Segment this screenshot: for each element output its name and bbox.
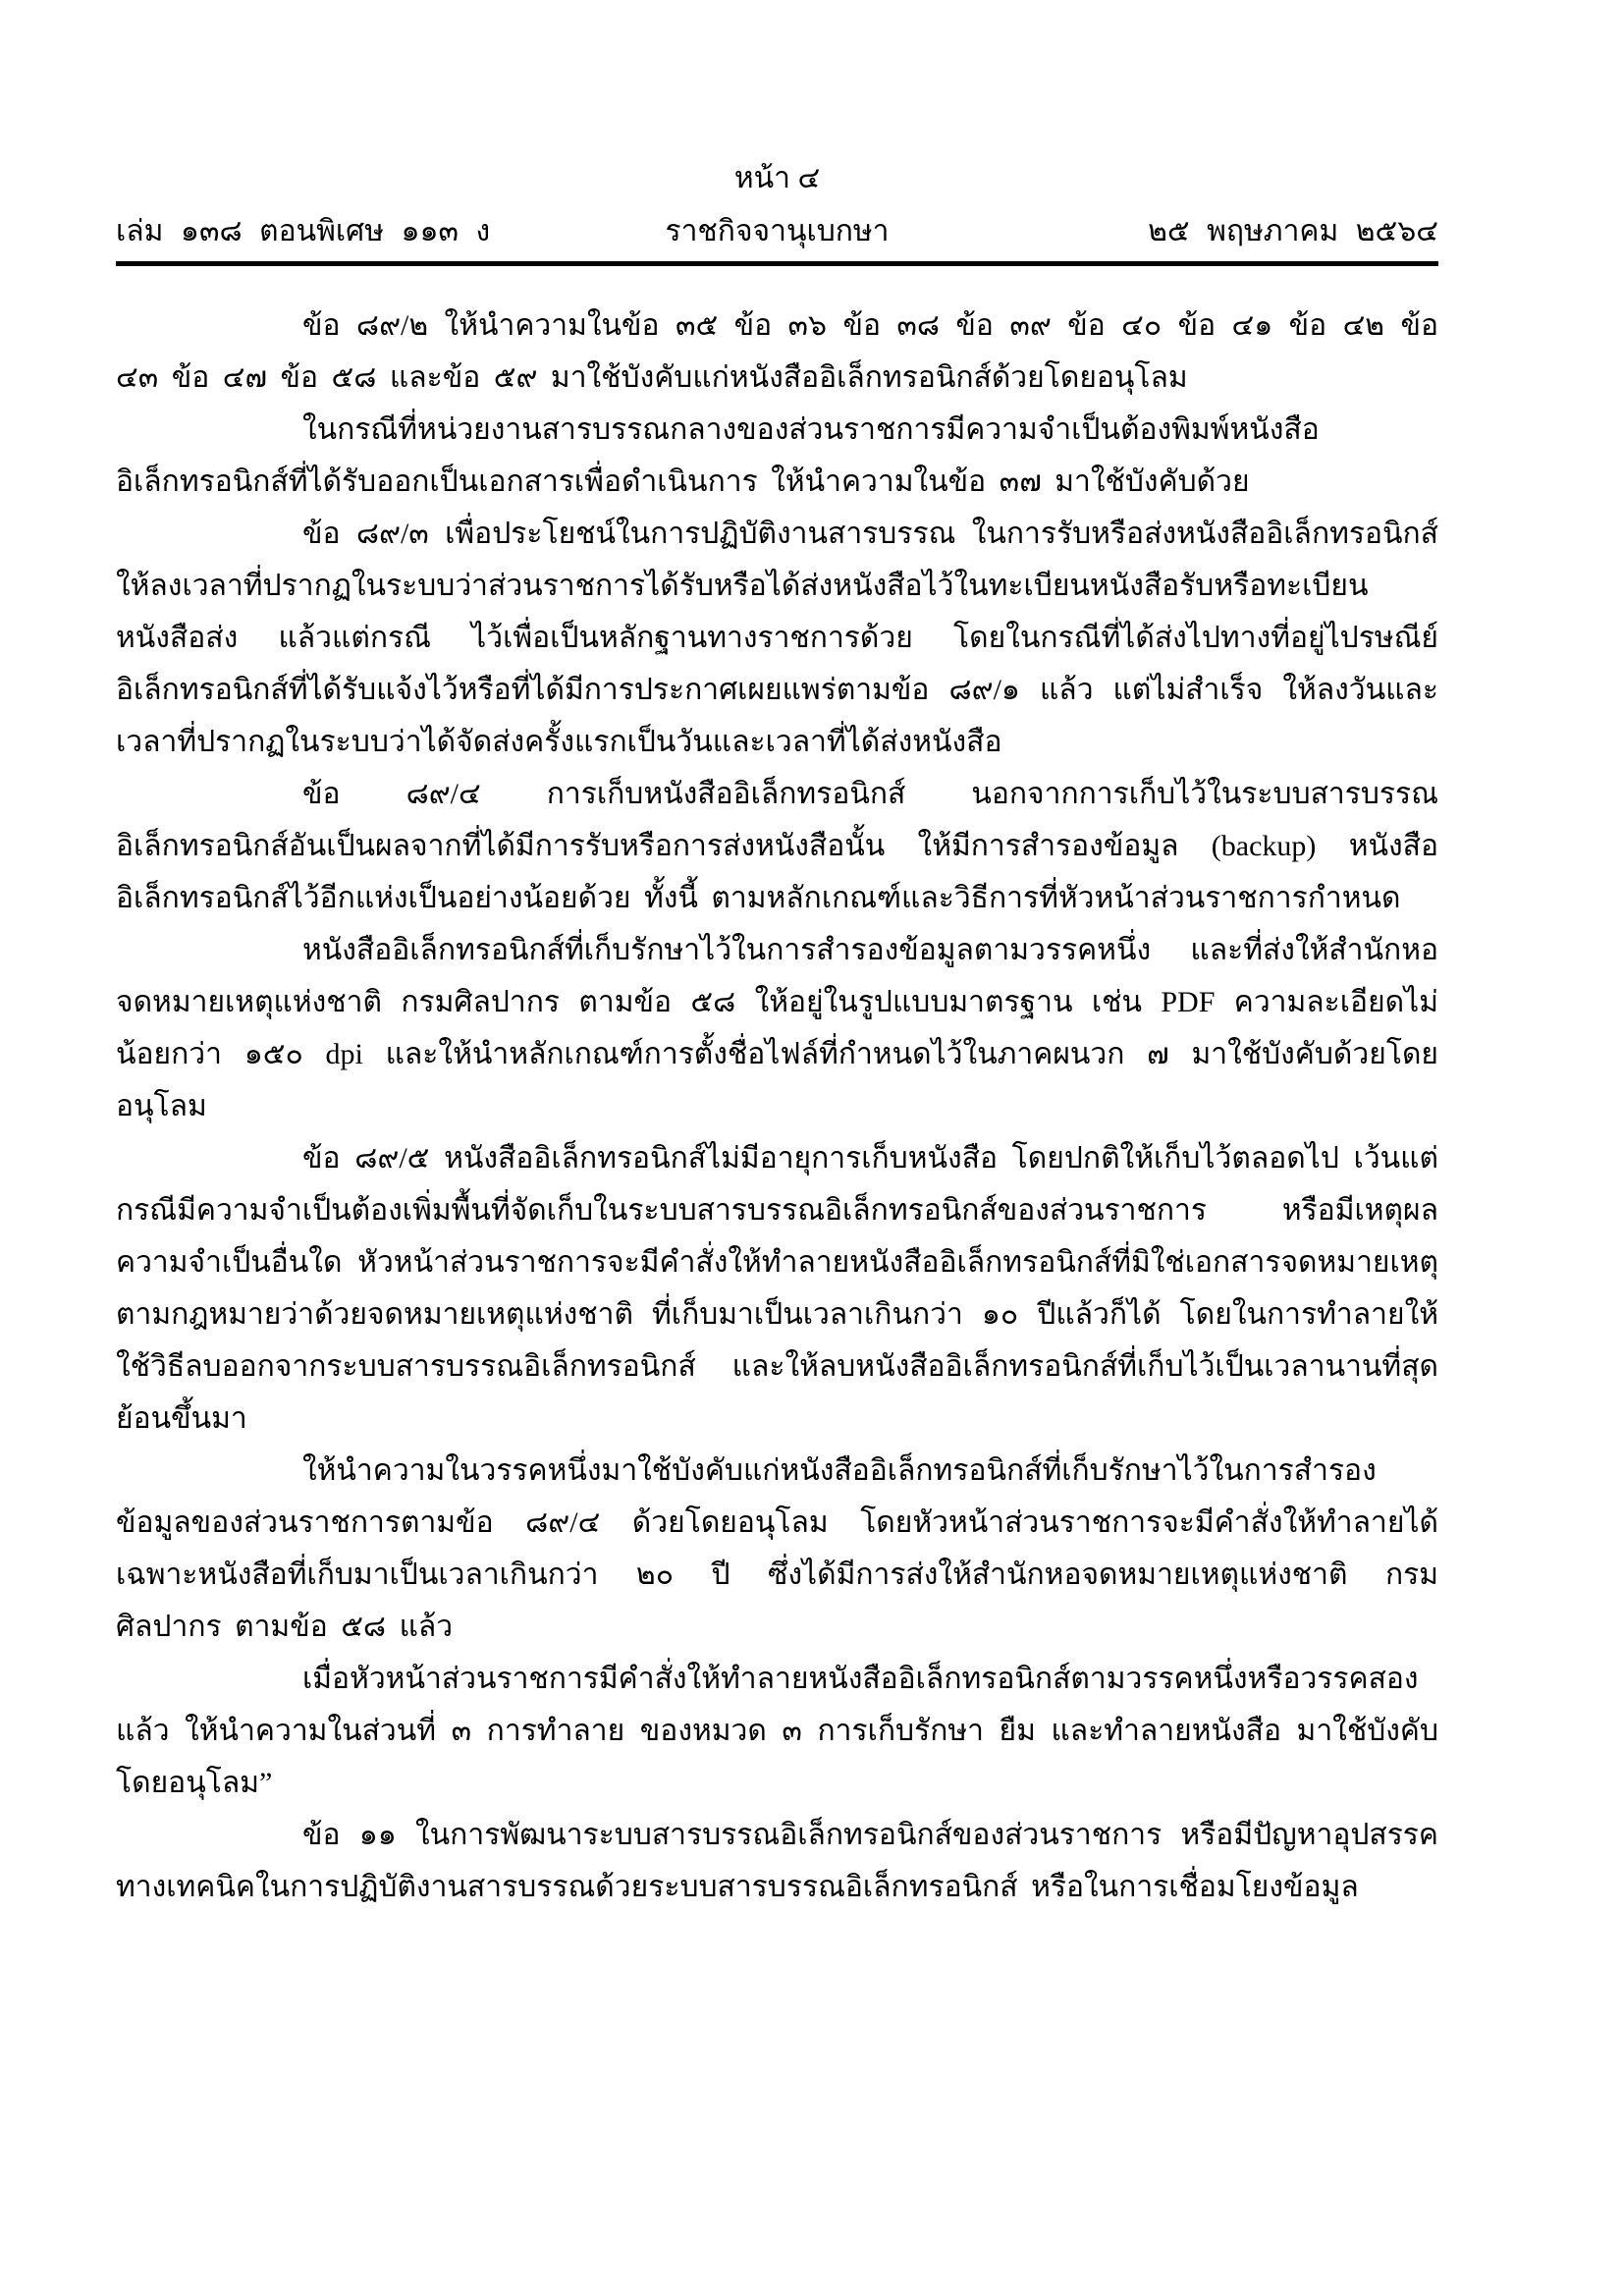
- paragraph-clause-89-4: ข้อ ๘๙/๔ การเก็บหนังสืออิเล็กทรอนิกส์ นอกจากการเก็บไว้ในระบบสารบรรณอิเล็กทรอนิกส์อันเป็นผลจากที่ได้มีการรับหรือการส่งหนังสือนั้น ให้มีการสำรองข้อมูล (backup) หนังสืออิเล็กทรอนิกส์ไว้อีกแห่งเป็นอย่างน้อยด้วย ทั้งนี้ ตามหลักเกณฑ์และวิธีการที่หัวหน้าส่วนราชการกำหนด: [116, 778, 1438, 914]
- page-number: หน้า ๔: [733, 162, 821, 194]
- paragraph-clause-89-5: ข้อ ๘๙/๕ หนังสืออิเล็กทรอนิกส์ไม่มีอายุการเก็บหนังสือ โดยปกติให้เก็บไว้ตลอดไป เว้นแต่กรณีมีความจำเป็นต้องเพิ่มพื้นที่จัดเก็บในระบบสารบรรณอิเล็กทรอนิกส์ของส่วนราชการ หรือมีเหตุผลความจำเป็นอื่นใด หัวหน้าส่วนราชการจะมีคำสั่งให้ทำลายหนังสืออิเล็กทรอนิกส์ที่มิใช่เอกสารจดหมายเหตุตามกฎหมายว่าด้วยจดหมายเหตุแห่งชาติ ที่เก็บมาเป็นเวลาเกินกว่า ๑๐ ปีแล้วก็ได้ โดยในการทำลายให้ใช้วิธีลบออกจากระบบสารบรรณอิเล็กทรอนิกส์ และให้ลบหนังสืออิเล็กทรอนิกส์ที่เก็บไว้เป็นเวลานานที่สุดย้อนขึ้นมา: [116, 1142, 1438, 1435]
- page-header: [116, 157, 1438, 266]
- masthead: [116, 208, 1438, 255]
- paragraph-clause-89-5-para2: ให้นำความในวรรคหนึ่งมาใช้บังคับแก่หนังสืออิเล็กทรอนิกส์ที่เก็บรักษาไว้ในการสำรองข้อมูลของส่วนราชการตามข้อ ๘๙/๔ ด้วยโดยอนุโลม โดยหัวหน้าส่วนราชการจะมีคำสั่งให้ทำลายได้เฉพาะหนังสือที่เก็บมาเป็นเวลาเกินกว่า ๒๐ ปี ซึ่งได้มีการส่งให้สำนักหอจดหมายเหตุแห่งชาติ กรมศิลปากร ตามข้อ ๕๘ แล้ว: [116, 1454, 1438, 1643]
- volume-issue-info: เล่ม ๑๓๘ ตอนพิเศษ ๑๑๓ ง: [116, 215, 491, 247]
- paragraph-clause-89-2: ข้อ ๘๙/๒ ให้นำความในข้อ ๓๕ ข้อ ๓๖ ข้อ ๓๘ ข้อ ๓๙ ข้อ ๔๐ ข้อ ๔๑ ข้อ ๔๒ ข้อ ๔๓ ข้อ ๔๗ ข้อ ๕๘ และข้อ ๕๙ มาใช้บังคับแก่หนังสืออิเล็กทรอนิกส์ด้วยโดยอนุโลม: [116, 309, 1438, 394]
- publish-date: ๒๕ พฤษภาคม ๒๕๖๔: [1148, 215, 1438, 247]
- paragraph-clause-89-4-cont: หนังสืออิเล็กทรอนิกส์ที่เก็บรักษาไว้ในการสำรองข้อมูลตามวรรคหนึ่ง และที่ส่งให้สำนักหอจดหมายเหตุแห่งชาติ กรมศิลปากร ตามข้อ ๕๘ ให้อยู่ในรูปแบบมาตรฐาน เช่น PDF ความละเอียดไม่น้อยกว่า ๑๕๐ dpi และให้นำหลักเกณฑ์การตั้งชื่อไฟล์ที่กำหนดไว้ในภาคผนวก ๗ มาใช้บังคับด้วยโดยอนุโลม: [116, 934, 1438, 1122]
- paragraph-clause-89-2-cont: ในกรณีที่หน่วยงานสารบรรณกลางของส่วนราชการมีความจำเป็นต้องพิมพ์หนังสืออิเล็กทรอนิกส์ที่ได้รับออกเป็นเอกสารเพื่อดำเนินการ ให้นำความในข้อ ๓๗ มาใช้บังคับด้วย: [116, 413, 1320, 498]
- header-rule: [116, 261, 1438, 266]
- paragraph-clause-89-5-para3: เมื่อหัวหน้าส่วนราชการมีคำสั่งให้ทำลายหนังสืออิเล็กทรอนิกส์ตามวรรคหนึ่งหรือวรรคสองแล้ว ให้นำความในส่วนที่ ๓ การทำลาย ของหมวด ๓ การเก็บรักษา ยืม และทำลายหนังสือ มาใช้บังคับโดยอนุโลม”: [116, 1663, 1438, 1799]
- document-body: [116, 300, 1438, 1913]
- gazette-title: ราชกิจจานุเบกษา: [665, 215, 890, 247]
- paragraph-clause-11: ข้อ ๑๑ ในการพัฒนาระบบสารบรรณอิเล็กทรอนิกส์ของส่วนราชการ หรือมีปัญหาอุปสรรคทางเทคนิคในการปฏิบัติงานสารบรรณด้วยระบบสารบรรณอิเล็กทรอนิกส์ หรือในการเชื่อมโยงข้อมูล: [116, 1819, 1438, 1903]
- paragraph-clause-89-3: ข้อ ๘๙/๓ เพื่อประโยชน์ในการปฏิบัติงานสารบรรณ ในการรับหรือส่งหนังสืออิเล็กทรอนิกส์ให้ลงเวลาที่ปรากฏในระบบว่าส่วนราชการได้รับหรือได้ส่งหนังสือไว้ในทะเบียนหนังสือรับหรือทะเบียนหนังสือส่ง แล้วแต่กรณี ไว้เพื่อเป็นหลักฐานทางราชการด้วย โดยในกรณีที่ได้ส่งไปทางที่อยู่ไปรษณีย์อิเล็กทรอนิกส์ที่ได้รับแจ้งไว้หรือที่ได้มีการประกาศเผยแพร่ตามข้อ ๘๙/๑ แล้ว แต่ไม่สำเร็จ ให้ลงวันและเวลาที่ปรากฏในระบบว่าได้จัดส่งครั้งแรกเป็นวันและเวลาที่ได้ส่งหนังสือ: [116, 518, 1438, 758]
